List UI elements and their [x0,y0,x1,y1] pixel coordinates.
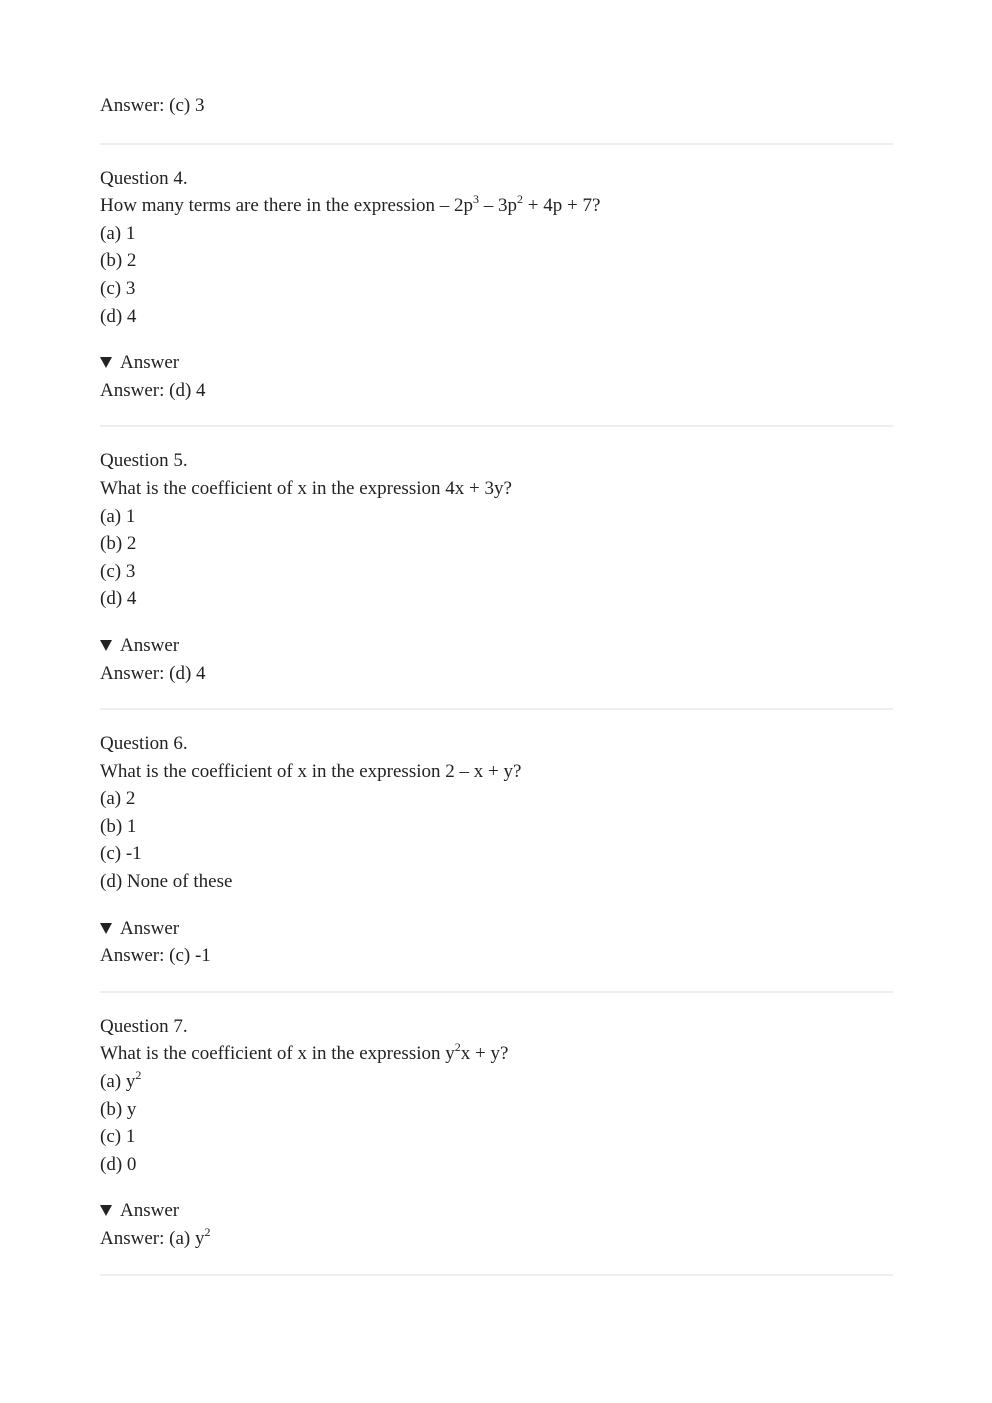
answer-toggle[interactable] [100,1197,893,1225]
question-prompt: What is the coefficient of x in the expression 4x + 3y? [100,477,512,499]
option-a: (a) 1 [100,222,136,244]
question-heading: Question 7. [100,1015,188,1037]
option-c: (c) 3 [100,560,136,582]
answer-text: Answer: (a) $y^2$ [100,1224,211,1249]
answer-text: Answer: (d) 4 [100,379,206,401]
option-b: (b) y [100,1098,137,1120]
option-a: (a) 2 [100,788,136,810]
option-c: (c) -1 [100,843,142,865]
option-b: (b) 2 [100,250,137,272]
question-6 [100,710,893,970]
answer-toggle[interactable] [100,632,893,660]
triangle-down-icon [100,923,112,934]
previous-answer-text: Answer: (c) 3 [100,95,205,116]
question-heading: Question 5. [100,450,188,472]
option-a: (a) $y^2$ [100,1067,142,1093]
question-prompt: How many terms are there in the expression – $2p^3 - 3p^2 + 4p + 7$? [100,191,601,217]
option-c: (c) 1 [100,1126,136,1148]
answer-toggle-label: Answer [120,352,180,374]
answer-text: Answer: (d) 4 [100,662,206,684]
option-b: (b) 1 [100,815,137,837]
answer-toggle-label: Answer [120,634,180,656]
question-prompt: What is the coefficient of x in the expression 2 – x + y? [100,760,522,782]
document-page [100,92,893,1276]
divider [100,1274,893,1276]
triangle-down-icon [100,640,112,651]
option-b: (b) 2 [100,533,137,555]
triangle-down-icon [100,357,112,368]
question-prompt: What is the coefficient of x in the expression $y^2x + y$? [100,1040,509,1065]
question-heading: Question 6. [100,733,188,755]
option-d: (d) 4 [100,588,137,610]
option-d: (d) 4 [100,305,137,327]
option-d: (d) None of these [100,871,233,893]
question-4 [100,145,893,405]
question-5 [100,427,893,687]
answer-toggle-label: Answer [120,917,180,939]
option-a: (a) 1 [100,505,136,527]
answer-toggle-label: Answer [120,1200,180,1222]
triangle-down-icon [100,1205,112,1216]
answer-text: Answer: (c) -1 [100,945,211,967]
option-d: (d) 0 [100,1153,137,1175]
question-7 [100,993,893,1253]
answer-toggle[interactable] [100,349,893,377]
answer-toggle[interactable] [100,915,893,943]
question-heading: Question 4. [100,167,188,189]
option-c: (c) 3 [100,277,136,299]
